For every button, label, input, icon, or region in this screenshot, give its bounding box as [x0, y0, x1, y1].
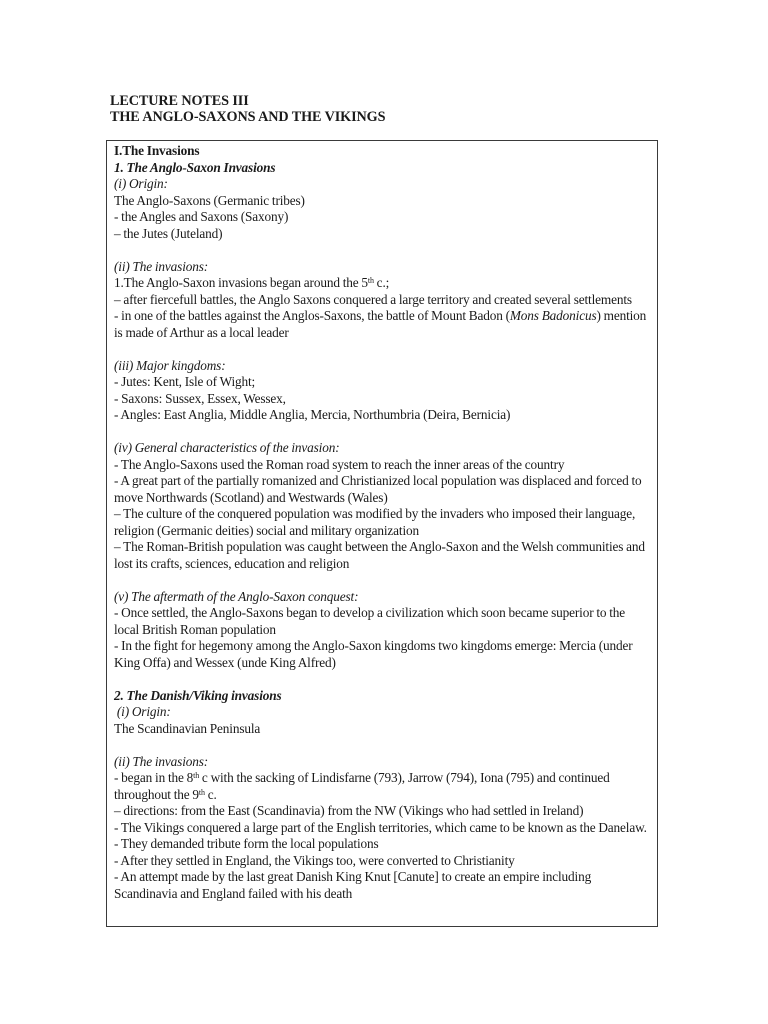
part1-aftermath-line: - Once settled, the Anglo-Saxons began to develop a civilization which soon became superior to the local British Roman population — [114, 605, 626, 637]
spacer — [114, 424, 651, 441]
part2-invasions-label: (ii) The invasions: — [114, 753, 209, 769]
part1-kingdoms-line: - Jutes: Kent, Isle of Wight; — [114, 374, 256, 389]
part2-invasions-line: - began in the 8th c with the sacking of Lindisfarne (793), Jarrow (794), Iona (795) and continued throughout the 9th c. — [114, 770, 610, 802]
notes-box — [106, 140, 658, 927]
part1-aftermath-label: (v) The aftermath of the Anglo-Saxon conquest: — [114, 588, 359, 604]
part2-origin-line: The Scandinavian Peninsula — [114, 720, 261, 736]
part1-heading: 1. The Anglo-Saxon Invasions — [114, 159, 276, 175]
part2-invasions-line: - After they settled in England, the Vikings too, were converted to Christianity — [114, 852, 515, 868]
part1-origin-line: – the Jutes (Juteland) — [114, 225, 223, 241]
part1-invasions-line: – after fiercefull battles, the Anglo Saxons conquered a large territory and created several settlements — [114, 291, 632, 307]
spacer — [114, 671, 651, 688]
part1-characteristics-label: (iv) General characteristics of the invasion: — [114, 440, 340, 455]
spacer — [114, 737, 651, 754]
title-line-2: THE ANGLO-SAXONS AND THE VIKINGS — [110, 109, 386, 125]
part1-invasions-label: (ii) The invasions: — [114, 258, 209, 274]
part1-aftermath-line: - In the fight for hegemony among the Anglo-Saxon kingdoms two kingdoms emerge: Mercia (under King Offa) and Wessex (unde King Alfred) — [114, 638, 633, 670]
part2-invasions-line: – directions: from the East (Scandinavia) from the NW (Vikings who had settled in Ireland) — [114, 803, 584, 818]
section-heading: I.The Invasions — [114, 143, 200, 158]
part1-kingdoms-label: (iii) Major kingdoms: — [114, 357, 226, 373]
part1-characteristics-line: - The Anglo-Saxons used the Roman road system to reach the inner areas of the country — [114, 456, 565, 472]
spacer — [114, 341, 651, 358]
part1-kingdoms-line: - Saxons: Sussex, Essex, Wessex, — [114, 390, 286, 406]
part1-origin-line: The Anglo-Saxons (Germanic tribes) — [114, 192, 305, 208]
spacer — [114, 572, 651, 589]
part2-heading: 2. The Danish/Viking invasions — [114, 687, 282, 703]
part1-kingdoms-line: - Angles: East Anglia, Middle Anglia, Mercia, Northumbria (Deira, Bernicia) — [114, 407, 511, 422]
part1-characteristics-line: - A great part of the partially romanized and Christianized local population was displaced and forced to move Northwards (Scotland) and Westwards (Wales) — [114, 473, 642, 505]
part2-invasions-line: - An attempt made by the last great Danish King Knut [Canute] to create an empire including Scandinavia and England failed with his death — [114, 869, 592, 901]
document-title — [110, 93, 385, 125]
part2-origin-label: (i) Origin: — [114, 704, 171, 719]
spacer — [114, 242, 651, 259]
part1-invasions-line: - in one of the battles against the Anglos-Saxons, the battle of Mount Badon (Mons Badonicus) mention is made of Arthur as a local leader — [114, 308, 647, 340]
title-line-1: LECTURE NOTES III — [110, 93, 249, 109]
part1-characteristics-line: – The culture of the conquered population was modified by the invaders who imposed their language, religion (Germanic deities) social and military organization — [114, 506, 636, 538]
part2-invasions-line: - They demanded tribute form the local populations — [114, 836, 379, 851]
part1-characteristics-line: – The Roman-British population was caught between the Anglo-Saxon and the Welsh communities and lost its crafts, sciences, education and religion — [114, 539, 645, 571]
part1-origin-line: - the Angles and Saxons (Saxony) — [114, 209, 289, 224]
part1-origin-label: (i) Origin: — [114, 176, 168, 191]
part2-invasions-line: - The Vikings conquered a large part of the English territories, which came to be known as the Danelaw. — [114, 819, 647, 835]
part1-invasions-line: 1.The Anglo-Saxon invasions began around the 5th c.; — [114, 275, 390, 290]
